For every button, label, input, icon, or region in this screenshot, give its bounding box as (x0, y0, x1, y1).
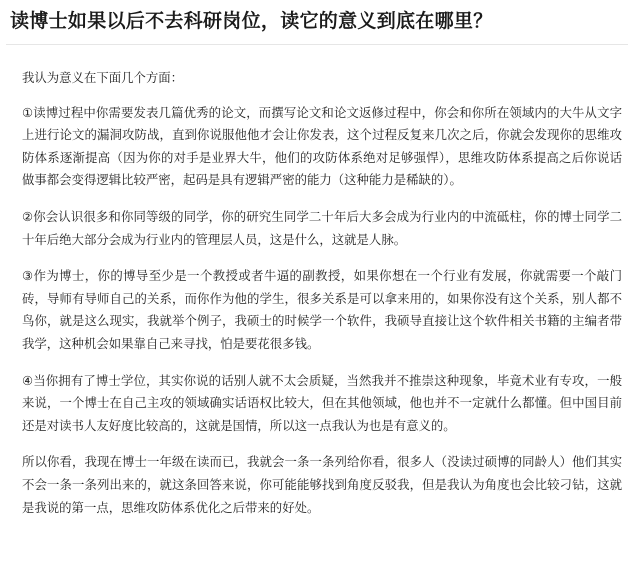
answer-paragraph-conclusion: 所以你看，我现在博士一年级在读而已，我就会一条一条列给你看，很多人（没读过硕博的同龄人）他们其实不会一条一条列出来的，就这条回答来说，你可能能够找到角度反驳我，但是我认为角度也会比较刁钻，这就是我说的第一点，思维攻防体系优化之后带来的好处。 (22, 454, 622, 515)
answer-paragraph-1: ①读博过程中你需要发表几篇优秀的论文，而撰写论文和论文返修过程中，你会和你所在领域内的大牛从文字上进行论文的漏洞攻防战，直到你说服他他才会让你发表，这个过程反复来几次之后，你就会发现你的思维攻防体系逐渐提高（因为你的对手是业界大牛，他们的攻防体系绝对足够强悍），思维攻防体系提高之后你说话做事都会变得逻辑比较严密，起码是具有逻辑严密的能力（这种能力是稀缺的）。 (22, 104, 622, 188)
question-title: 读博士如果以后不去科研岗位，读它的意义到底在哪里？ (10, 10, 493, 32)
answer-body (6, 44, 628, 561)
answer-paragraph-intro: 我认为意义在下面几个方面： (22, 70, 184, 85)
answer-paragraph-3: ③作为博士，你的博导至少是一个教授或者牛逼的副教授，如果你想在一个行业有发展，你就需要一个敲门砖，导师有导师自己的关系，而你作为他的学生，很多关系是可以拿来用的，如果你没有这个关系，别人都不鸟你，就是这么现实，我就举个例子，我硕士的时候学一个软件，我硕导直接让这个软件相关书籍的主编者带我学，这种机会如果靠自己来寻找，怕是要花很多钱。 (22, 268, 622, 351)
answer-paragraph-4: ④当你拥有了博士学位，其实你说的话别人就不太会质疑，当然我并不推崇这种现象，毕竟术业有专攻，一般来说，一个博士在自己主攻的领域确实话语权比较大，但在其他领域，他也并不一定就什么都懂。但中国目前还是对读书人友好度比较高的，这就是国情，所以这一点我认为也是有意义的。 (22, 372, 622, 433)
answer-paragraph-2: ②你会认识很多和你同等级的同学，你的研究生同学二十年后大多会成为行业内的中流砥柱，你的博士同学二十年后绝大部分会成为行业内的管理层人员，这是什么，这就是人脉。 (22, 208, 622, 247)
